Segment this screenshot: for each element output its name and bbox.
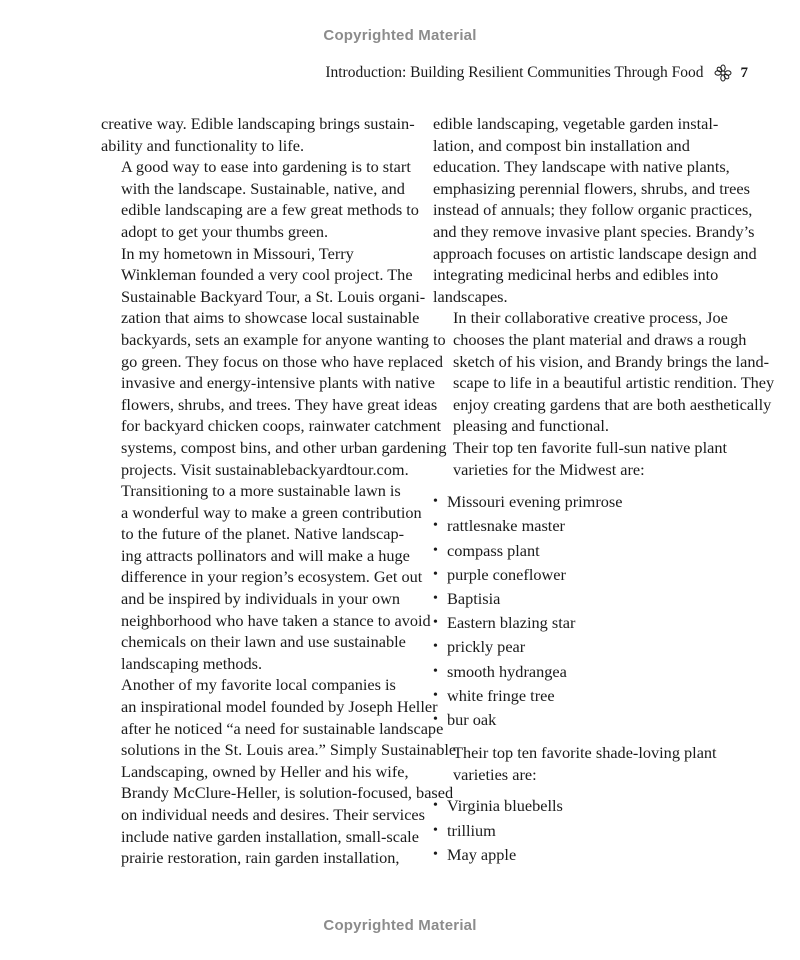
text-line: chooses the plant material and draws a rough [453, 329, 747, 349]
chapter-title: Introduction: Building Resilient Communities Through Food [325, 64, 704, 81]
list-item: • white fringe tree [433, 684, 751, 708]
text-line: lation, and compost bin installation and [433, 135, 690, 155]
right-column [433, 113, 775, 867]
paragraph [433, 742, 751, 785]
text-line: and they remove invasive plant species. Brandy’s [433, 221, 755, 241]
text-line: for backyard chicken coops, rainwater catchment [121, 416, 442, 436]
text-line: adopt to get your thumbs green. [121, 221, 329, 241]
text-line: In their collaborative creative process, Joe [453, 308, 728, 328]
text-line: include native garden installation, small-scale [121, 826, 419, 846]
page-number: 7 [740, 64, 748, 81]
list-item: • purple coneflower [433, 563, 751, 587]
text-line: Winkleman founded a very cool project. The [121, 265, 413, 285]
text-line: approach focuses on artistic landscape design and [433, 243, 757, 263]
paragraph [433, 437, 751, 480]
text-line: an inspirational model founded by Joseph Heller [121, 697, 438, 717]
text-line: ing attracts pollinators and will make a huge [121, 545, 410, 565]
list-item: • Eastern blazing star [433, 611, 751, 635]
text-line: prairie restoration, rain garden installation, [121, 848, 400, 868]
text-line: edible landscaping are a few great methods to [121, 200, 419, 220]
paragraph [101, 243, 447, 481]
text-line: flowers, shrubs, and trees. They have great ideas [121, 394, 438, 414]
text-line: In my hometown in Missouri, Terry [121, 243, 354, 263]
text-line: creative way. Edible landscaping brings sustain- [101, 114, 415, 133]
shade-plant-list [433, 794, 751, 867]
paragraph [101, 113, 413, 156]
list-item: • trillium [433, 819, 751, 843]
text-line: education. They landscape with native plants, [433, 157, 730, 177]
text-line: varieties are: [453, 764, 537, 784]
list-item: • Missouri evening primrose [433, 490, 751, 514]
text-line: projects. Visit sustainablebackyardtour.com. [121, 459, 409, 479]
text-line: after he noticed “a need for sustainable landscape [121, 718, 444, 738]
text-line: instead of annuals; they follow organic practices, [433, 200, 753, 220]
text-line: scape to life in a beautiful artistic rendition. They [453, 373, 775, 393]
running-header [325, 64, 748, 82]
text-line: on individual needs and desires. Their services [121, 805, 425, 824]
text-line: pleasing and functional. [453, 416, 609, 436]
text-line: to the future of the planet. Native landscap- [121, 524, 405, 544]
text-line: varieties for the Midwest are: [453, 459, 645, 479]
text-line: Their top ten favorite full-sun native plant [453, 437, 727, 457]
text-line: Landscaping, owned by Heller and his wife, [121, 761, 409, 781]
text-line: Brandy McClure-Heller, is solution-focused, based [121, 783, 454, 803]
paragraph [433, 307, 775, 437]
list-item: • Baptisia [433, 587, 751, 611]
text-line: landscapes. [433, 286, 508, 306]
text-line: Sustainable Backyard Tour, a St. Louis organi- [121, 286, 426, 306]
text-line: landscaping methods. [121, 653, 263, 673]
full-sun-plant-list [433, 490, 751, 732]
text-line: Another of my favorite local companies is [121, 675, 396, 695]
paragraph [101, 480, 431, 674]
left-column [101, 113, 457, 869]
text-line: and be inspired by individuals in your own [121, 589, 401, 609]
paragraph [433, 113, 757, 307]
text-line: enjoy creating gardens that are both aesthetically [453, 394, 772, 414]
list-item: • smooth hydrangea [433, 660, 751, 684]
list-item: • May apple [433, 843, 751, 867]
text-line: a wonderful way to make a green contribution [121, 502, 422, 522]
text-line: ability and functionality to life. [101, 135, 305, 155]
text-line: Transitioning to a more sustainable lawn is [121, 481, 401, 501]
copyright-watermark-top: Copyrighted Material [323, 27, 477, 44]
list-item: • prickly pear [433, 635, 751, 659]
text-line: go green. They focus on those who have replaced [121, 351, 444, 371]
flower-ornament-icon [714, 64, 732, 82]
text-line: difference in your region’s ecosystem. Get out [121, 567, 423, 587]
text-line: solutions in the St. Louis area.” Simply Sustainable [121, 740, 457, 760]
text-line: A good way to ease into gardening is to start [121, 157, 411, 177]
copyright-watermark-bottom: Copyrighted Material [323, 917, 477, 934]
list-item: • Virginia bluebells [433, 794, 751, 818]
paragraph [101, 674, 457, 868]
text-line: systems, compost bins, and other urban gardening [121, 437, 447, 457]
text-line: backyards, sets an example for anyone wanting to [121, 329, 446, 349]
text-line: emphasizing perennial flowers, shrubs, and trees [433, 178, 750, 198]
text-line: neighborhood who have taken a stance to avoid [121, 610, 431, 630]
text-line: Their top ten favorite shade-loving plant [453, 743, 717, 763]
text-line: with the landscape. Sustainable, native, and [121, 178, 405, 198]
text-line: sketch of his vision, and Brandy brings the land- [453, 351, 770, 371]
list-item: • bur oak [433, 708, 751, 732]
text-line: invasive and energy-intensive plants with native [121, 373, 435, 393]
paragraph [101, 156, 419, 242]
text-line: chemicals on their lawn and use sustainable [121, 632, 406, 652]
list-item: • compass plant [433, 539, 751, 563]
text-line: integrating medicinal herbs and edibles into [433, 265, 719, 285]
text-line: zation that aims to showcase local sustainable [121, 308, 420, 328]
text-line: edible landscaping, vegetable garden instal- [433, 114, 719, 133]
list-item: • rattlesnake master [433, 514, 751, 538]
